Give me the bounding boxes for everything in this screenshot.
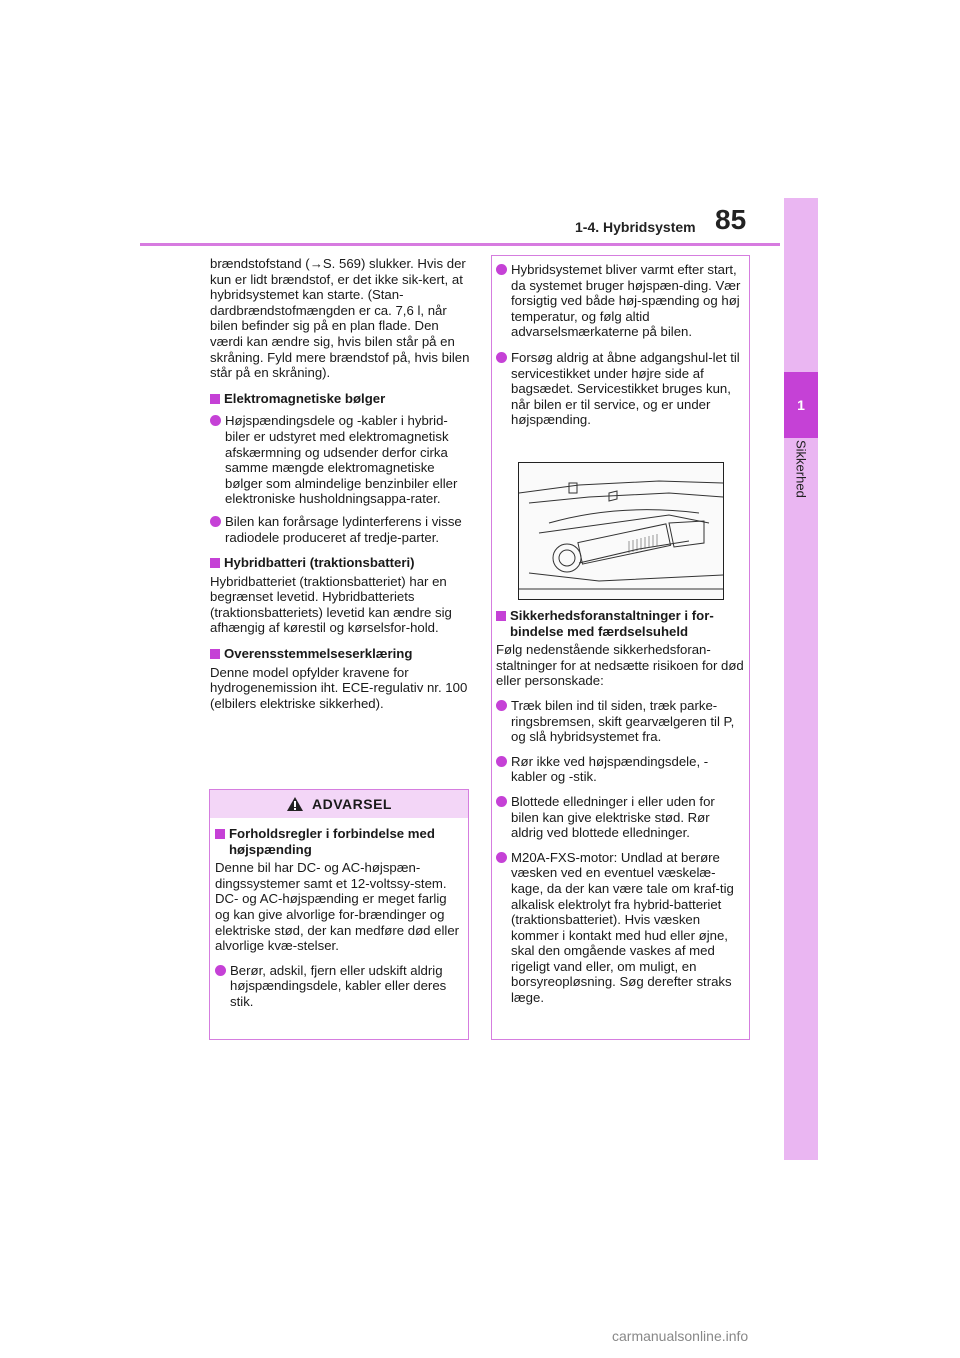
service-plug-illustration — [518, 462, 724, 600]
chapter-label: Sikkerhed — [793, 440, 809, 498]
list-item — [210, 413, 472, 507]
bullet-dot-icon — [496, 852, 507, 863]
bullet-dot-icon — [496, 796, 507, 807]
section-heading — [496, 608, 744, 639]
warning-content — [210, 818, 468, 1010]
warning-triangle-icon — [286, 796, 304, 812]
heading-text: Hybridbatteri (traktionsbatteri) — [224, 555, 415, 571]
square-bullet-icon — [215, 829, 225, 839]
list-item — [496, 850, 744, 1006]
section-heading — [210, 555, 472, 571]
list-item-text: Rør ikke ved højspændingsdele, -kabler og -stik. — [511, 753, 709, 785]
list-item-text: Bilen kan forårsage lydinterferens i visse radiodele produceret af tredje-parter. — [225, 513, 462, 545]
heading-text: Forholdsregler i forbindelse med højspænding — [229, 826, 435, 857]
right-column-top — [496, 262, 744, 428]
list-item — [496, 350, 744, 428]
list-item — [496, 262, 744, 340]
list-item-text: Hybridsystemet bliver varmt efter start, da systemet bruger højspæn-ding. Vær forsigtig ved både høj-spænding og høj temperatur, og følg altid advarselsmærkaterne på bilen. — [511, 262, 741, 340]
square-bullet-icon — [496, 611, 506, 621]
body-paragraph: Denne model opfylder kravene for hydrogenemission iht. ECE-regulativ nr. 100 (elbilers elektriske sikkerhed). — [210, 664, 468, 711]
square-bullet-icon — [210, 394, 220, 404]
heading-text: Sikkerhedsforanstaltninger i for-bindelse med færdselsuheld — [510, 608, 714, 639]
bullet-dot-icon — [210, 415, 221, 426]
watermark: carmanualsonline.info — [612, 1328, 749, 1344]
list-item — [210, 514, 472, 545]
list-item-text: M20A-FXS-motor: Undlad at berøre væsken ved en eventuel væskelæ-kage, da der kan være tale om kraf-tig alkalisk elektrolyt fra hybrid-batteriet (traktionsbatteriet). Hvis væsken kommer i kontakt med hud eller øjne, skal den omgående vaskes af med rigeligt vand eller, om muligt, en borsyreopløsning. Søg derefter straks læge. — [511, 849, 734, 1006]
square-bullet-icon — [210, 649, 220, 659]
page-number: 85 — [715, 204, 747, 235]
left-column — [210, 256, 472, 711]
rear-seat-drawing — [519, 463, 723, 599]
bullet-dot-icon — [496, 700, 507, 711]
header-divider — [140, 243, 780, 246]
list-item — [496, 794, 744, 841]
warning-heading — [215, 826, 462, 857]
list-item-text: Berør, adskil, fjern eller udskift aldrig højspændingsdele, kabler eller deres stik. — [230, 962, 447, 1009]
body-paragraph: Følg nedenstående sikkerhedsforan-staltninger for at nedsætte risikoen for død eller personskade: — [496, 642, 744, 689]
body-paragraph: Hybridbatteriet (traktionsbatteriet) har en begrænset levetid. Hybridbatteriets (traktionsbatteriets) levetid kan ændre sig afhængig af kørestil og kørselsfor-hold. — [210, 573, 452, 636]
warning-paragraph: Denne bil har DC- og AC-højspæn-dingssystemer samt et 12-voltssy-stem. DC- og AC-højspænding er meget farlig og kan give alvorlige for-brændinger og elektriske stød, der kan medføre død eller alvorlige kvæ-stelser. — [215, 860, 460, 954]
right-column-bottom — [496, 604, 744, 1006]
section-heading — [210, 646, 472, 662]
heading-text: Overensstemmelseserklæring — [224, 646, 413, 662]
bullet-dot-icon — [496, 264, 507, 275]
warning-title-bar — [210, 790, 468, 818]
intro-paragraph: brændstofstand (→S. 569) slukker. Hvis der kun er lidt brændstof, er det ikke sik-kert, at hybridsystemet kan starte. (Stan-dardbrændstofmængden er ca. 7,6 l, når bilen befinder sig på en plan flade. Den værdi kan ændre sig, hvis bilen står på en skråning. Fyld mere brændstof på, hvis bilen står på en skråning). — [210, 256, 470, 381]
chapter-number: 1 — [784, 372, 818, 438]
bullet-dot-icon — [210, 516, 221, 527]
bullet-dot-icon — [215, 965, 226, 976]
list-item — [496, 698, 744, 745]
section-heading — [210, 391, 472, 407]
list-item-text: Højspændingsdele og -kabler i hybrid-biler er udstyret med elektromagnetisk afskærmning og udsender derfor cirka samme mængde elektromagnetiske bølger som almindelige benzinbiler eller elektroniske husholdningsappa-rater. — [225, 413, 458, 507]
list-item-text: Forsøg aldrig at åbne adgangshul-let til servicestikket under højre side af bagsædet. Servicestikket bruges kun, når bilen er til service, og er under højspænding. — [511, 349, 740, 428]
list-item-text: Træk bilen ind til siden, træk parke-ringsbremsen, skift gearvælgeren til P, og slå hybridsystemet fra. — [511, 697, 735, 745]
heading-text: Elektromagnetiske bølger — [224, 390, 386, 406]
warning-title: ADVARSEL — [312, 796, 392, 812]
section-title: 1-4. Hybridsystem — [575, 219, 696, 235]
chapter-tab — [784, 198, 818, 1160]
list-item — [496, 754, 744, 785]
list-item-text: Blottede elledninger i eller uden for bilen kan give elektriske stød. Rør aldrig ved blottede elledninger. — [511, 793, 715, 841]
warning-box — [209, 789, 469, 1040]
bullet-dot-icon — [496, 352, 507, 363]
bullet-dot-icon — [496, 756, 507, 767]
list-item — [215, 963, 462, 1010]
square-bullet-icon — [210, 558, 220, 568]
